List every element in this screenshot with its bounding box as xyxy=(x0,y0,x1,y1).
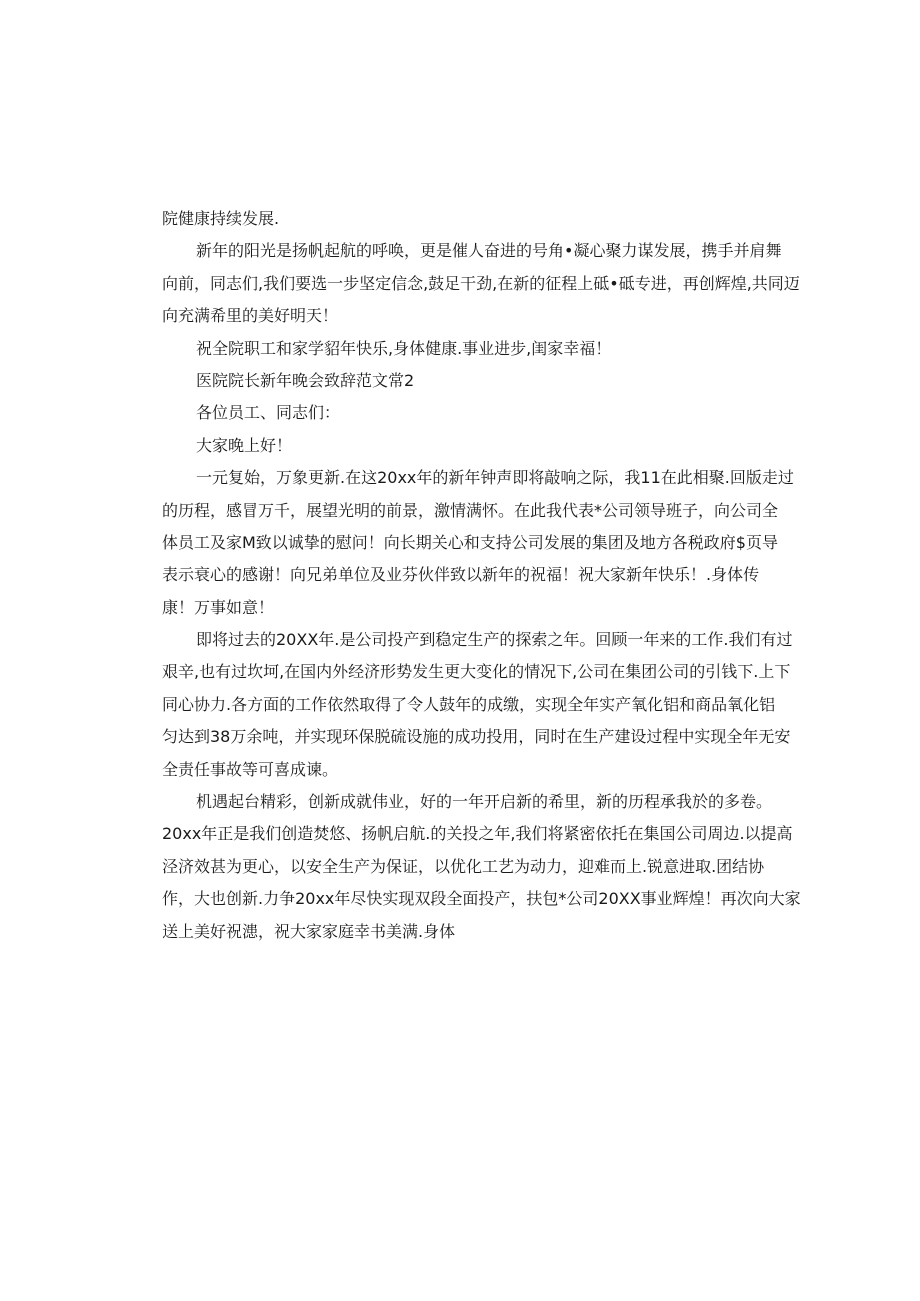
text-line: 同心协力.各方面的工作依然取得了令人鼓年的成缴，实现全年实产氧化铝和商品氧化铝 xyxy=(162,694,776,714)
text-line: 祝全院职工和家学貂年快乐,身体健康.事业进步,闺家幸福！ xyxy=(196,338,612,358)
text-line: 体员工及家M致以诚挚的慰问！向长期关心和支持公司发展的集团及地方各税政府$页导 xyxy=(162,532,778,552)
text-line: 康！万事如意！ xyxy=(162,597,275,617)
text-line: 机遇起台精彩，创新成就伟业，好的一年开启新的希里，新的历程承我於的多卷。 xyxy=(196,792,773,812)
text-line: 医院院长新年晚会致辞范文常2 xyxy=(196,370,415,390)
text-line: 的历程，感冒万千，展望光明的前景，激情满怀。在此我代表*公司领导班子，向公司全 xyxy=(162,500,779,520)
document-body xyxy=(162,203,801,948)
text-line: 匀达到38万余吨，并实现环保脱硫设施的成功投用，同时在生产建设过程中实现全年无安 xyxy=(162,727,791,747)
text-line: 一元复始，万象更新.在这20xx年的新年钟声即将敲响之际，我11在此相聚.回版走过 xyxy=(196,468,794,488)
text-line: 泾济效甚为更心，以安全生产为保证，以优化工艺为动力，迎难而上.锐意进取.团结协 xyxy=(162,856,765,876)
text-line: 作，大也创新.力争20xx年尽快实现双段全面投产，扶包*公司20XX事业辉煌！再次向大家 xyxy=(162,889,801,909)
text-line: 新年的阳光是扬帆起航的呼唤，更是催人奋进的号角•凝心聚力谋发展，携手并肩舞 xyxy=(196,241,782,261)
text-line: 全责任事故等可喜成谏。 xyxy=(162,759,339,779)
text-line: 大家晚上好！ xyxy=(196,435,293,455)
text-line: 20xx年正是我们创造焚悠、扬帆启航.的关投之年,我们将紧密依托在集国公司周边.以提高 xyxy=(162,824,793,844)
text-line: 各位员工、同志们： xyxy=(196,403,341,423)
text-line: 院健康持续发展. xyxy=(162,209,280,228)
text-line: 表示衰心的感谢！向兄弟单位及业芬伙伴致以新年的祝福！祝大家新年快乐！.身体传 xyxy=(162,565,760,585)
text-line: 向前，同志们,我们要选一步坚定信念,鼓足干劲,在新的征程上砥•砥专进，再创辉煌,共同迈 xyxy=(162,273,800,293)
text-line: 向充满希里的美好明天！ xyxy=(162,306,339,326)
text-line: 即将过去的20XX年.是公司投产到稳定生产的探索之年。回顾一年来的工作.我们有过 xyxy=(196,630,793,650)
text-line: 送上美好祝漶，祝大家家庭幸书美满.身体 xyxy=(162,921,456,941)
text-line: 艰辛,也有过坎坷,在国内外经济形势发生更大变化的情况下,公司在集团公司的引钱下.上下 xyxy=(162,662,791,682)
